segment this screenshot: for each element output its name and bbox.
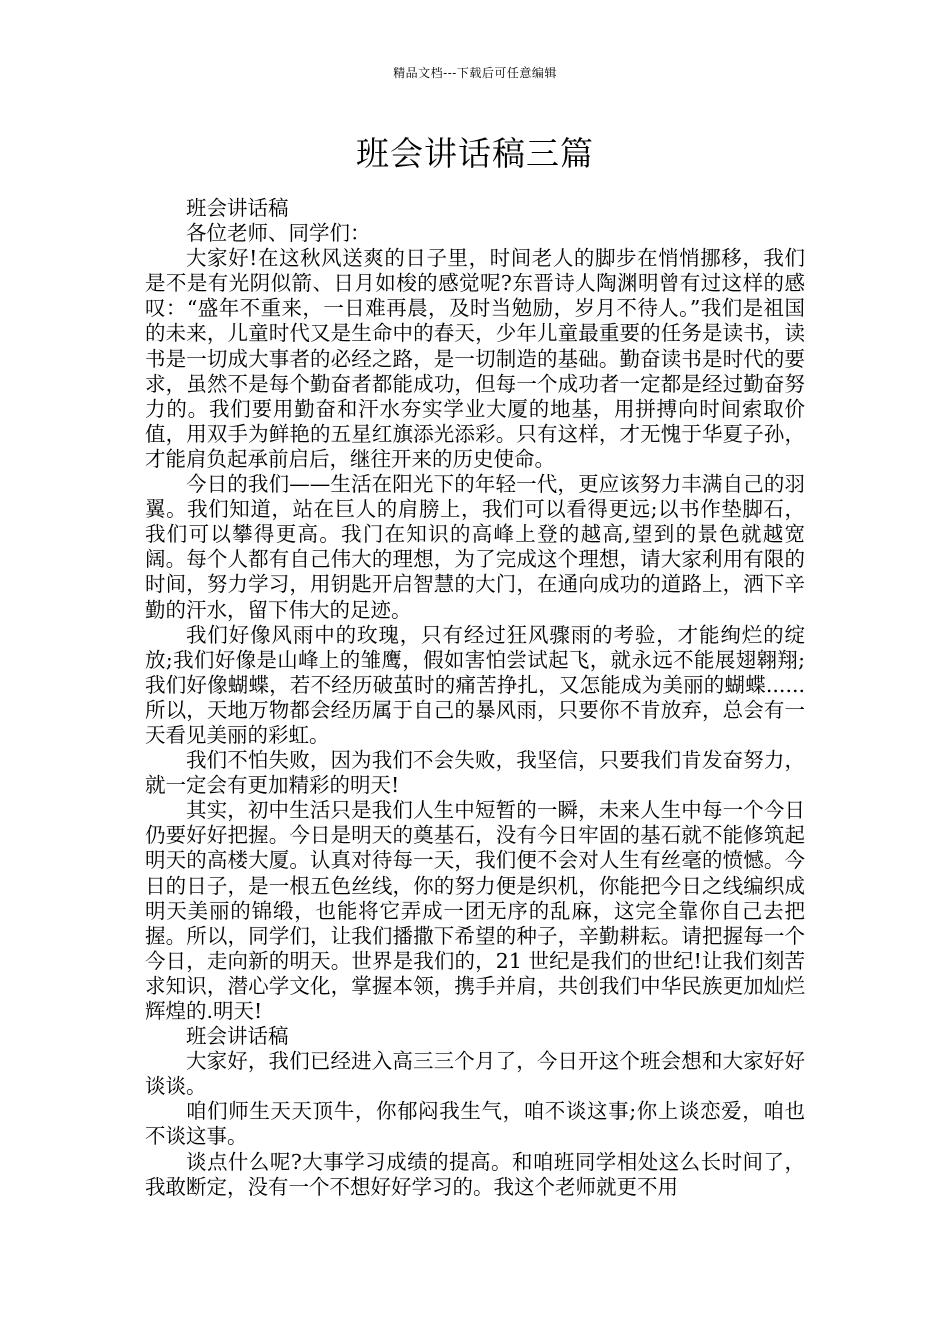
body-paragraph: 我们不怕失败，因为我们不会失败，我坚信，只要我们肯发奋努力，就一定会有更加精彩的明天! [145, 748, 805, 798]
document-title: 班会讲话稿三篇 [356, 134, 594, 173]
body-paragraph: 我们好像风雨中的玫瑰，只有经过狂风骤雨的考验，才能绚烂的绽放;我们好像是山峰上的雏鹰，假如害怕尝试起飞，就永远不能展翅翱翔;我们好像蝴蝶，若不经历破茧时的痛苦挣扎，又怎能成为美丽的蝴蝶......所以，天地万物都会经历属于自己的暴风雨，只要你不肯放弃，总会有一天看见美丽的彩虹。 [145, 622, 805, 747]
section-heading: 班会讲话稿 [186, 196, 289, 220]
salutation: 各位老师、同学们： [186, 221, 371, 246]
section-heading: 班会讲话稿 [186, 1024, 289, 1049]
body-paragraph: 谈点什么呢?大事学习成绩的提高。和咱班同学相处这么长时间了，我敢断定，没有一个不想好好学习的。我这个老师就更不用 [145, 1149, 805, 1199]
body-paragraph: 其实，初中生活只是我们人生中短暂的一瞬，未来人生中每一个今日仍要好好把握。今日是明天的奠基石，没有今日牢固的基石就不能修筑起明天的高楼大厦。认真对待每一天，我们便不会对人生有丝毫的愤憾。今日的日子，是一根五色丝线，你的努力便是织机，你能把今日之线编织成明天美丽的锦缎，也能将它弄成一团无序的乱麻，这完全靠你自己去把握。所以，同学们，让我们播撒下希望的种子，辛勤耕耘。请把握每一个今日，走向新的明天。世界是我们的，21 世纪是我们的世纪!让我们刻苦求知识，潜心学文化，掌握本领，携手并肩，共创我们中华民族更加灿烂辉煌的.明天! [145, 798, 805, 1023]
document-body [145, 196, 805, 1200]
page-header: 精品文档---下载后可任意编辑 [393, 66, 557, 80]
body-paragraph: 大家好，我们已经进入高三三个月了，今日开这个班会想和大家好好谈谈。 [145, 1049, 805, 1099]
body-paragraph: 今日的我们——生活在阳光下的年轻一代，更应该努力丰满自己的羽翼。我们知道，站在巨人的肩膀上，我们可以看得更远;以书作垫脚石，我们可以攀得更高。我门在知识的高峰上登的越高,望到的景色就越宽阔。每个人都有自己伟大的理想，为了完成这个理想，请大家利用有限的时间，努力学习，用钥匙开启智慧的大门，在通向成功的道路上，洒下辛勤的汗水，留下伟大的足迹。 [145, 472, 805, 622]
body-paragraph: 咱们师生天天顶牛，你郁闷我生气，咱不谈这事;你上谈恋爱，咱也不谈这事。 [145, 1099, 805, 1149]
body-paragraph: 大家好!在这秋风送爽的日子里，时间老人的脚步在悄悄挪移，我们是不是有光阴似箭、日月如梭的感觉呢?东晋诗人陶渊明曾有过这样的感叹：“盛年不重来，一日难再晨，及时当勉励，岁月不待人。”我们是祖国的未来，儿童时代又是生命中的春天，少年儿童最重要的任务是读书，读书是一切成大事者的必经之路，是一切制造的基础。勤奋读书是时代的要求，虽然不是每个勤奋者都能成功，但每一个成功者一定都是经过勤奋努力的。我们要用勤奋和汗水夯实学业大厦的地基，用拼搏向时间索取价值，用双手为鲜艳的五星红旗添光添彩。只有这样，才无愧于华夏子孙，才能肩负起承前启后，继往开来的历史使命。 [145, 246, 805, 471]
